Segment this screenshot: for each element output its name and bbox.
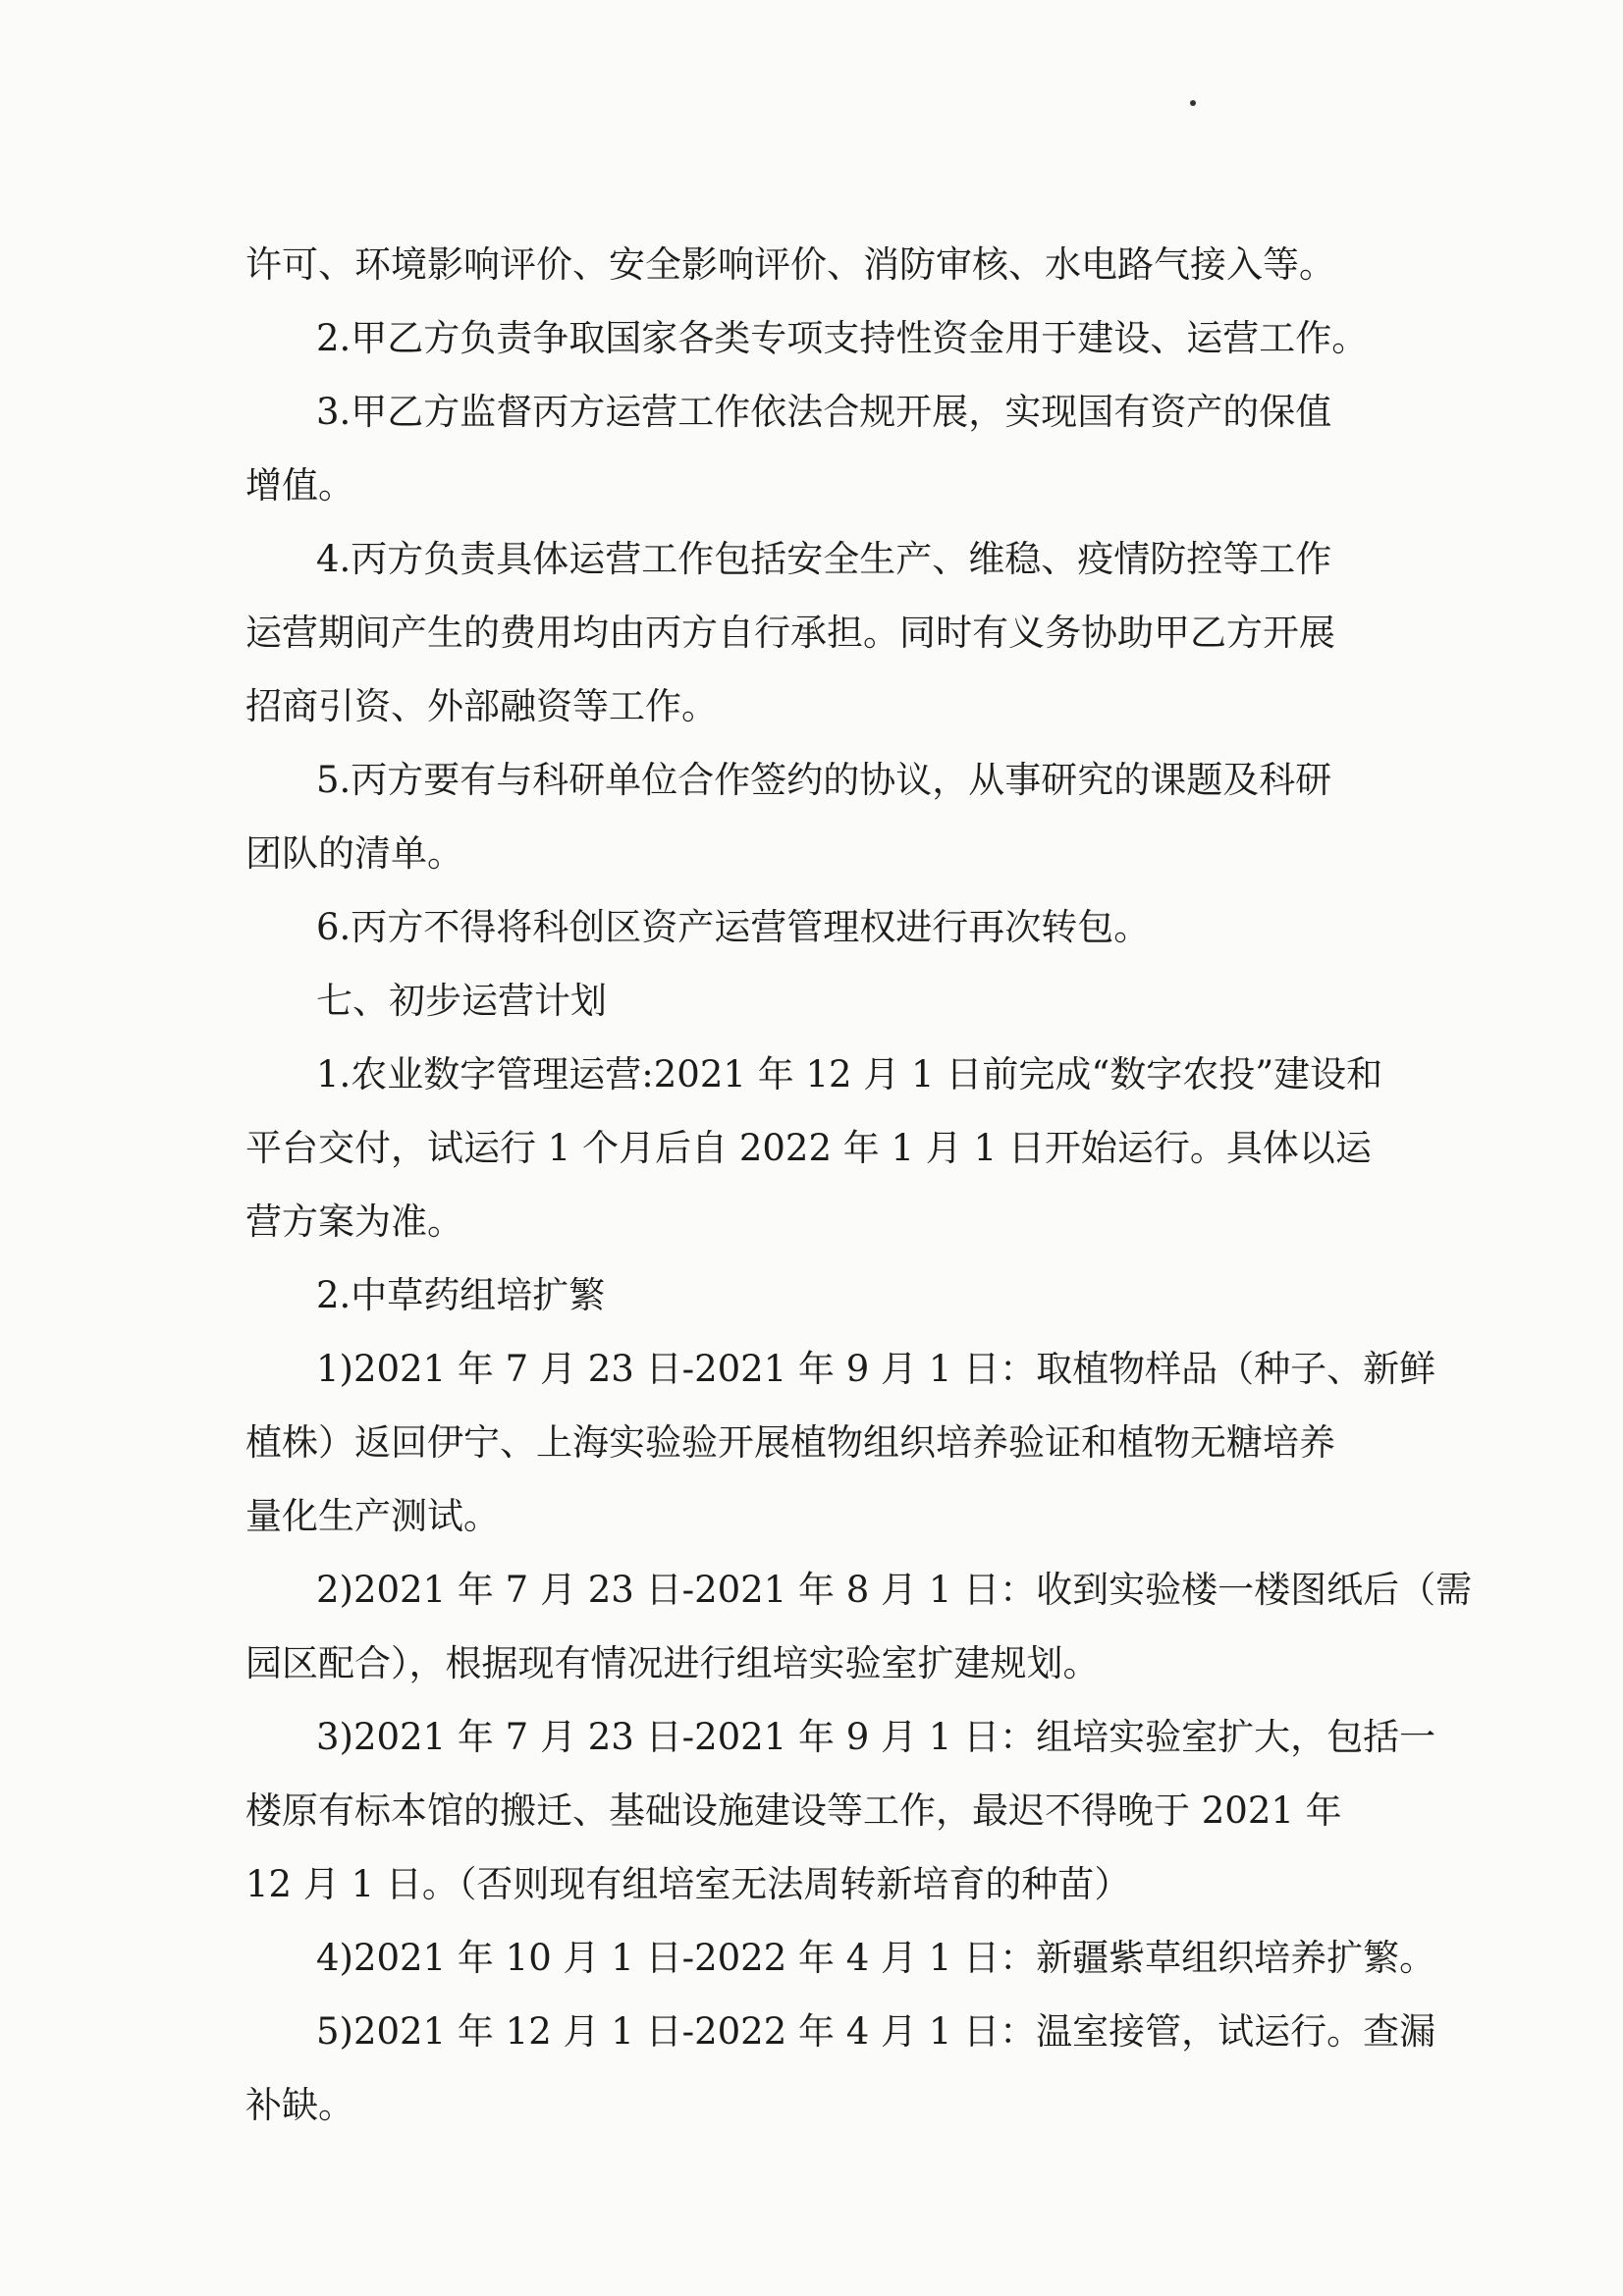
- text-line: 4)2021 年 10 月 1 日-2022 年 4 月 1 日：新疆紫草组织培养扩繁。: [316, 1937, 1436, 1979]
- text-line: 平台交付，试运行 1 个月后自 2022 年 1 月 1 日开始运行。具体以运: [245, 1127, 1372, 1169]
- text-line: 2)2021 年 7 月 23 日-2021 年 8 月 1 日：收到实验楼一楼图纸后（需: [316, 1569, 1473, 1611]
- text-line: 2.中草药组培扩繁: [316, 1274, 606, 1316]
- text-line: 12 月 1 日。（否则现有组培室无法周转新培育的种苗）: [245, 1863, 1131, 1905]
- text-line: 园区配合），根据现有情况进行组培实验室扩建规划。: [245, 1642, 1100, 1684]
- text-line: 1)2021 年 7 月 23 日-2021 年 9 月 1 日：取植物样品（种子、新鲜: [316, 1348, 1436, 1390]
- text-line: 2.甲乙方负责争取国家各类专项支持性资金用于建设、运营工作。: [316, 317, 1369, 359]
- text-line: 许可、环境影响评价、安全影响评价、消防审核、水电路气接入等。: [245, 243, 1335, 286]
- text-line: 增值。: [245, 464, 354, 507]
- text-line: 补缺。: [245, 2084, 354, 2126]
- text-line: 3.甲乙方监督丙方运营工作依法合规开展，实现国有资产的保值: [316, 391, 1332, 433]
- text-line: 5)2021 年 12 月 1 日-2022 年 4 月 1 日：温室接管，试运行。查漏: [316, 2010, 1436, 2053]
- text-line: 运营期间产生的费用均由丙方自行承担。同时有义务协助甲乙方开展: [245, 612, 1335, 654]
- scan-speck: [1190, 100, 1196, 106]
- text-line: 量化生产测试。: [245, 1495, 500, 1537]
- text-line: 植株）返回伊宁、上海实验验开展植物组织培养验证和植物无糖培养: [245, 1421, 1335, 1464]
- text-line: 楼原有标本馆的搬迁、基础设施建设等工作，最迟不得晚于 2021 年: [245, 1789, 1342, 1832]
- text-line: 5.丙方要有与科研单位合作签约的协议，从事研究的课题及科研: [316, 759, 1332, 801]
- text-line: 6.丙方不得将科创区资产运营管理权进行再次转包。: [316, 906, 1151, 948]
- text-line: 招商引资、外部融资等工作。: [245, 685, 718, 727]
- text-line: 4.丙方负责具体运营工作包括安全生产、维稳、疫情防控等工作: [316, 538, 1332, 580]
- section-heading: 七、初步运营计划: [316, 980, 607, 1022]
- text-line: 1.农业数字管理运营:2021 年 12 月 1 日前完成“数字农投”建设和: [316, 1053, 1383, 1095]
- text-line: 营方案为准。: [245, 1201, 463, 1243]
- text-line: 3)2021 年 7 月 23 日-2021 年 9 月 1 日：组培实验室扩大，包括一: [316, 1716, 1436, 1758]
- text-line: 团队的清单。: [245, 832, 463, 875]
